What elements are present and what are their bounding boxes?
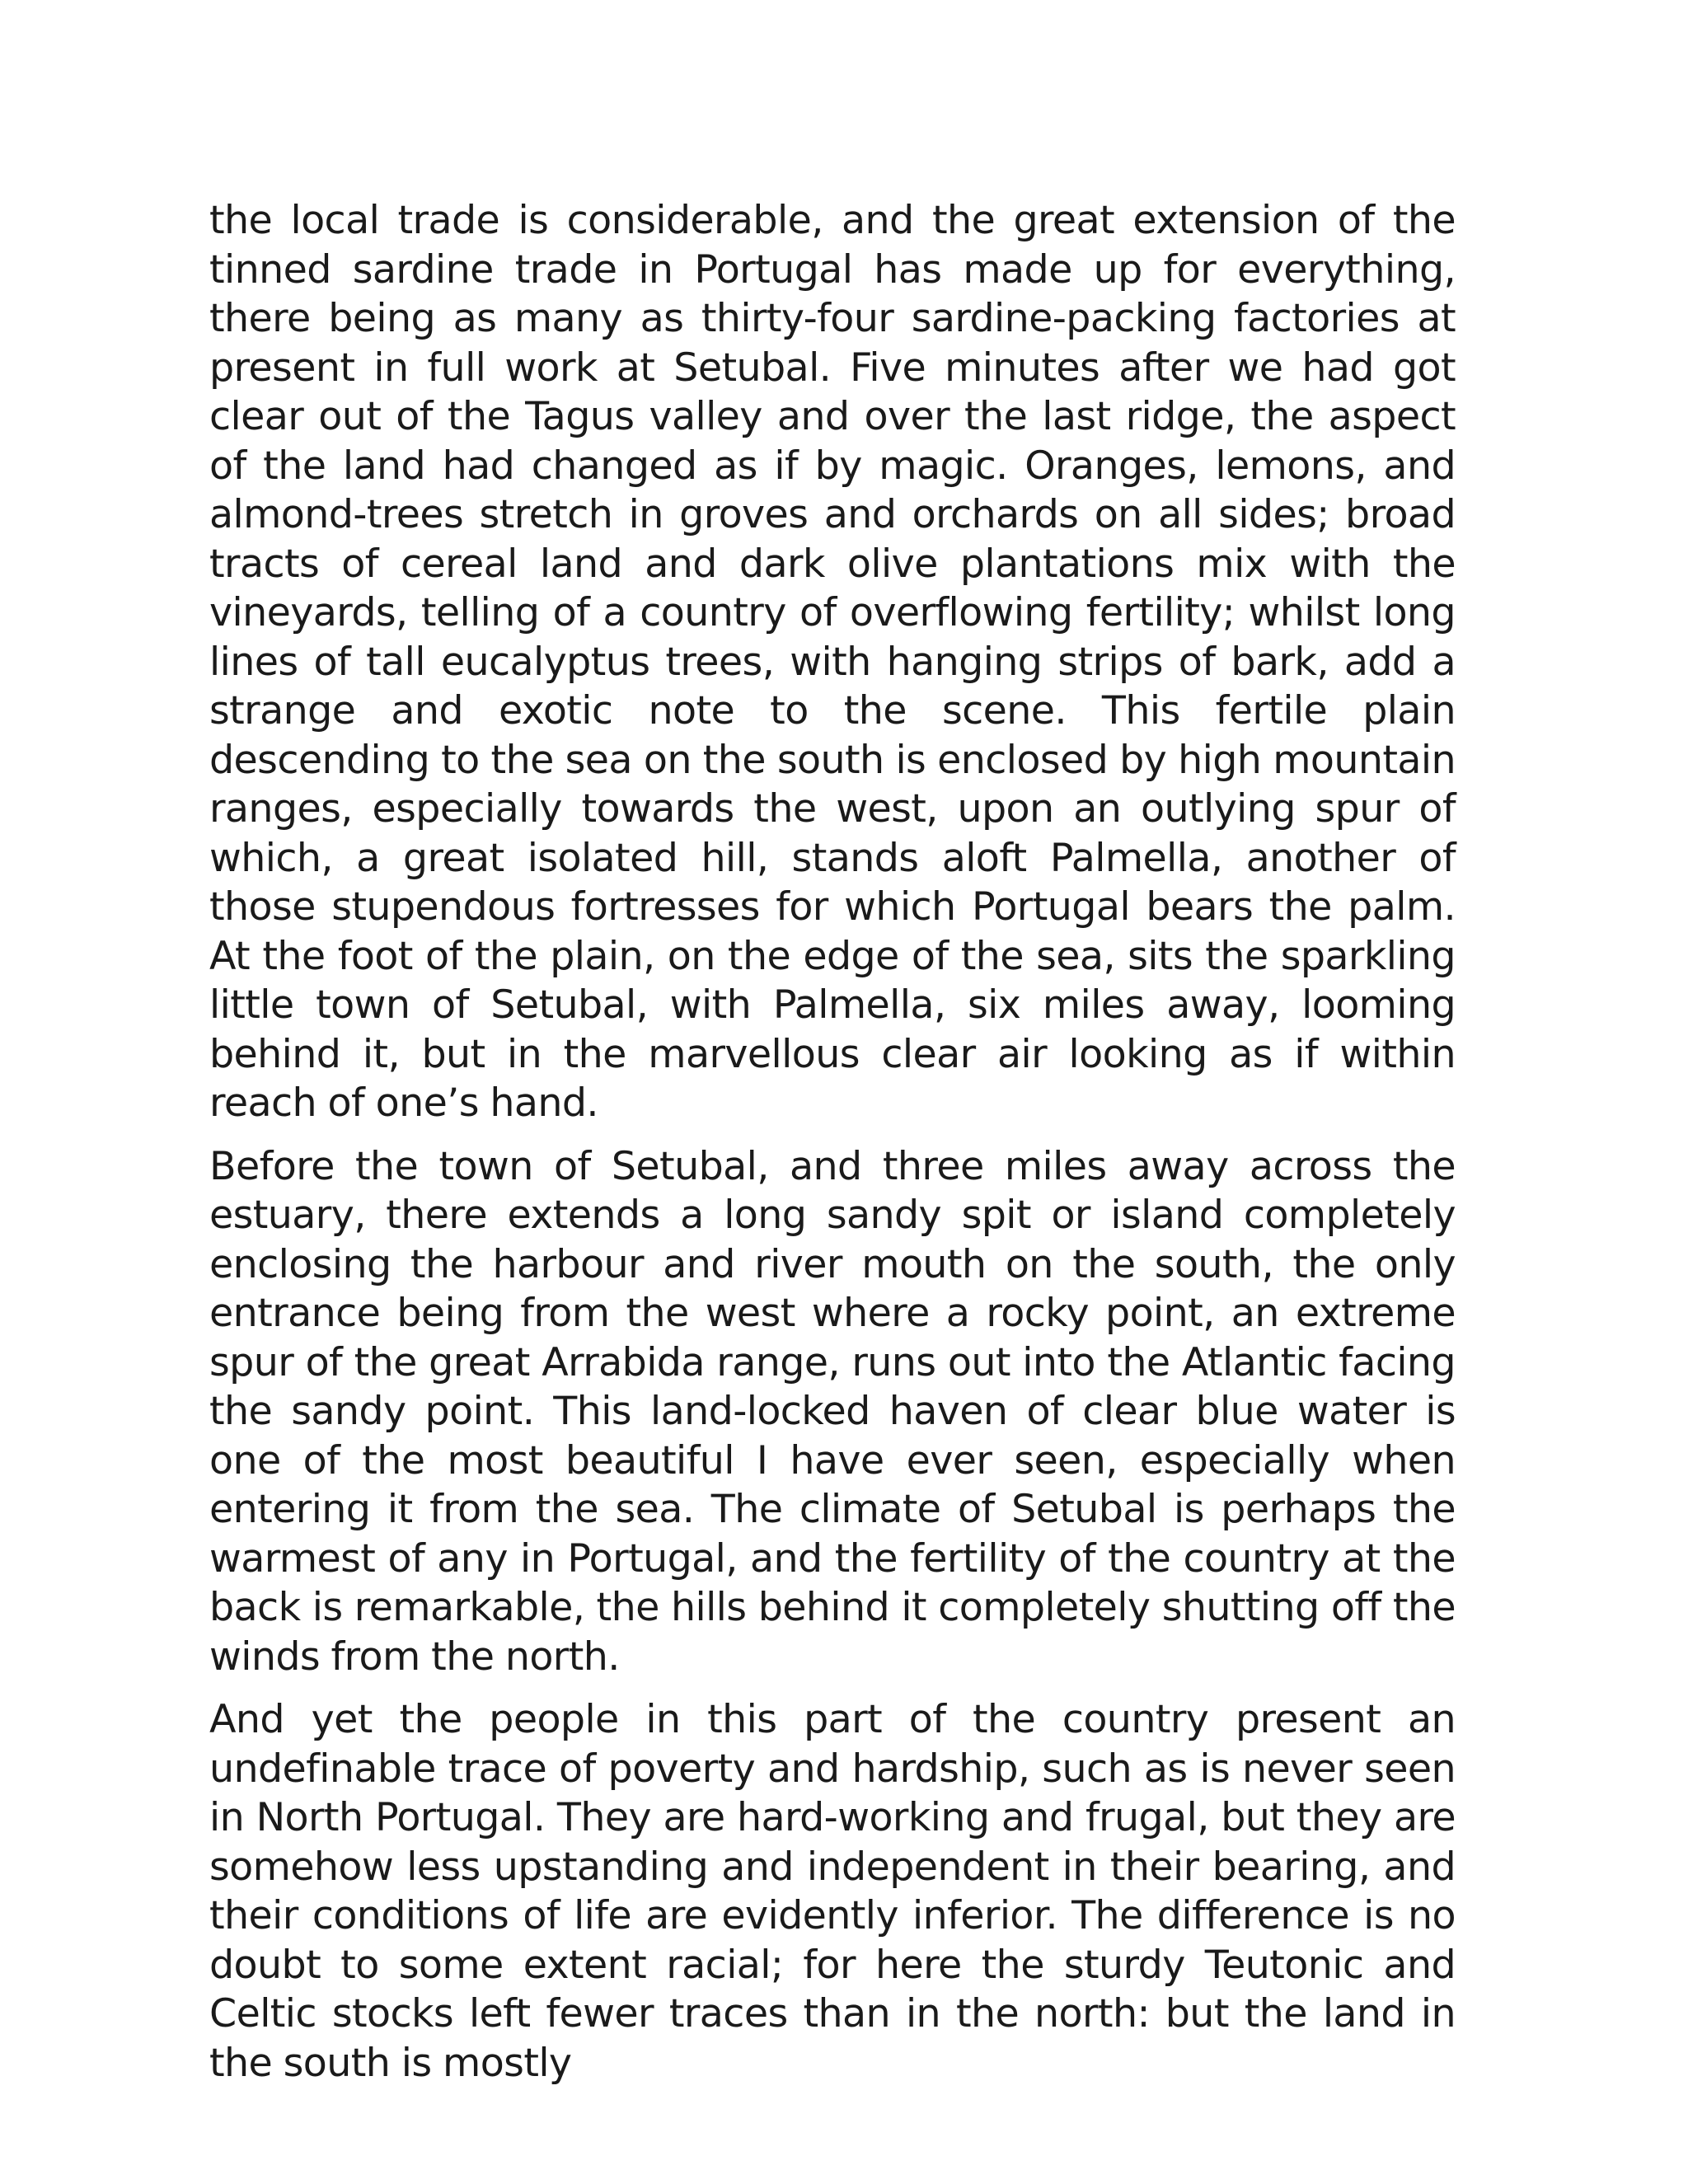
paragraph-3: And yet the people in this part of the country present an undefinable trace of poverty and hardship, such as is never seen in North Portugal. They are hard-working and frugal, but they are somehow less upstanding and independent in their bearing, and their conditions of life are evidently inferior. The difference is no doubt to some extent racial; for here the sturdy Teutonic and Celtic stocks left fewer traces than in the north: but the land in the south is mostly bbox=[209, 1697, 1456, 2086]
paragraph-2: Before the town of Setubal, and three miles away across the estuary, there extends a long sandy spit or island completely enclosing the harbour and river mouth on the south, the only entrance being from the west where a rocky point, an extreme spur of the great Arrabida range, runs out into the Atlantic facing the sandy point. This land-locked haven of clear blue water is one of the most beautiful I have ever seen, especially when entering it from the sea. The climate of Setubal is perhaps the warmest of any in Portugal, and the fertility of the country at the back is remarkable, the hills behind it completely shutting off the winds from the north. bbox=[209, 1143, 1456, 1680]
body-text bbox=[209, 196, 1456, 2088]
paragraph-1: the local trade is considerable, and the great extension of the tinned sardine trade in Portugal has made up for everything, there being as many as thirty-four sardine-packing factories at present in full work at Setubal. Five minutes after we had got clear out of the Tagus valley and over the last ridge, the aspect of the land had changed as if by magic. Oranges, lemons, and almond-trees stretch in groves and orchards on all sides; broad tracts of cereal land and dark olive plantations mix with the vineyards, telling of a country of overflowing fertility; whilst long lines of tall eucalyptus trees, with hanging strips of bark, add a strange and exotic note to the scene. This fertile plain descending to the sea on the south is enclosed by high mountain ranges, especially towards the west, upon an outlying spur of which, a great isolated hill, stands aloft Palmella, another of those stupendous fortresses for which Portugal bears the palm. At the foot of the plain, on the edge of the sea, sits the sparkling little town of Setubal, with Palmella, six miles away, looming behind it, but in the marvellous clear air looking as if within reach of one’s hand. bbox=[209, 198, 1456, 1126]
